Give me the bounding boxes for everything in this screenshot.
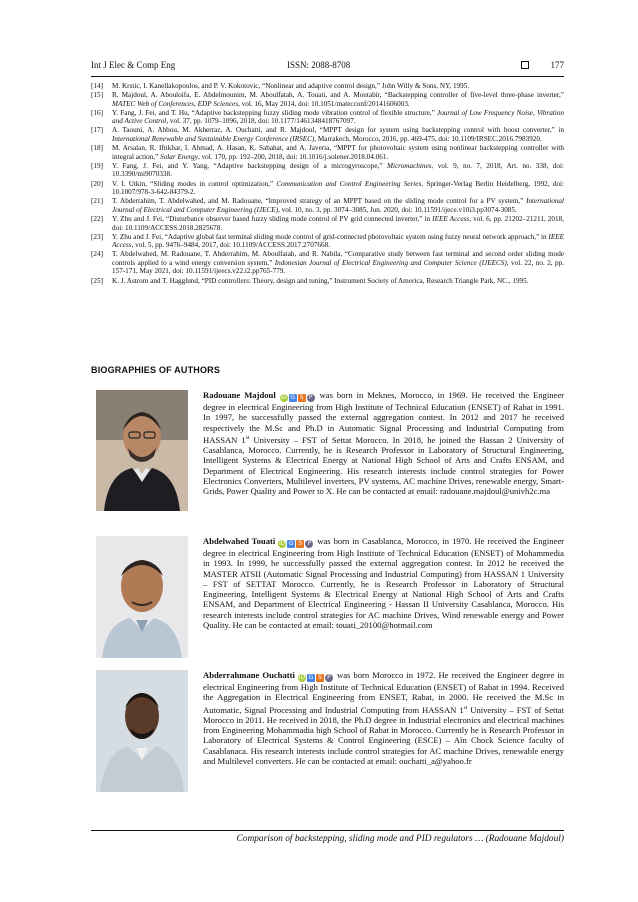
header-rule [91,76,564,77]
google-scholar-icon[interactable]: G [308,674,314,681]
reference-list [91,82,564,286]
google-scholar-icon[interactable]: G [288,540,294,547]
journal-name: Int J Elec & Comp Eng [91,60,176,70]
reference-item: [19] Y. Fang, J. Fei, and Y. Yang, “Adaptive backstepping design of a microgyroscope,” Micromachines, vol. 9, no. 7, 2018, Art. no. 338, doi: 10.3390/mi9070338. [91,161,564,179]
checkbox-square-icon [521,61,529,69]
bio-text: Abdelwahed Touati iD G S P was born in Casablanca, Morocco, in 1970. He received the Engineer degree in electrical Engineering from High Institute of Technical Education (ENSET) of Mohammedia in 1993. In 1999, he successfully passed the external aggregation contest. In 2012 he received the MASTER ATSII (Automatic Signal Processing and Industrial Computing) from HASSAN 1 University – FST of SETTAT Morocco. Currently, he is Research Professor in Laboratory of Structural Engineering, Intelligent Systems & Electrical Energy at National High School of Arts and Crafts ENSAM, and Department of Electrical Engineering - Hassan II University Casablanca, Morocco. His research interests include control strategies for AC machine Drives, Wind renewable energy and Power Quality. He can be contacted at email: touati_20100@hotmail.com [203,536,565,631]
reference-item: [23] Y. Zhu and J. Fei, “Adaptive global fast terminal sliding mode control of grid-connected photovoltaic system using fuzzy neural network approach,” in IEEE Access, vol. 5, pp. 9476–9484, 2017, doi: 10.1109/ACCESS.2017.2707668. [91,232,564,250]
publons-icon[interactable]: P [307,394,315,402]
reference-item: [15] R. Majdoul, A. Abouloifa, E. Abdelmounim, M. Aboulfatah, A. Touati, and A. Moutabir, “Backstepping controller of five-level three-phase inverter,” MATEC Web of Conferences, EDP Sciences, vol. 16, May 2014, doi: 10.1051/matecconf/20141606003. [91,91,564,108]
reference-item: [16] Y. Fang, J. Fei, and T. Hu, “Adaptive backstepping fuzzy sliding mode vibration control of flexible structure,” Journal of Low Frequency Noise, Vibration and Active Control, vol. 37, pp. 1079–1096, 2018, doi: 10.1177/1461348418767097. [91,108,564,126]
page-number: 177 [550,60,564,70]
author-bio [91,536,564,660]
reference-item: [22] Y. Zhu and J. Fei, “Disturbance observer based fuzzy sliding mode control of PV grid connected inverter,” in IEEE Access, vol. 6, pp. 21202–21211, 2018, doi: 10.1109/ACCESS.2018.2825678. [91,214,564,232]
bio-text: Radouane Majdoul iD G S P was born in Meknes, Morocco, in 1969. He received the Engineer degree in electrical Engineering from High Institute of Technical Education (ENSET) of Rabat in 1991. In 1997, he successfully passed the external aggregation contest. In 2012 and 2017 he received respectively the M.Sc and Ph.D in Automatic Signal Processing and Industrial Computing from HASSAN 1st University – FST of Settat Morocco. In 2018, he joined the Hassan 2 University of Casablanca, Morocco. Currently, he is Research Professor in Laboratory of Structural Engineering, Intelligent Systems & Electrical Energy at National High School of Arts and Crafts ENSAM, and Department of Electrical Engineering. His research interests include control strategies for Power Electronics Converters, Multilevel inverters, PV systems, AC machine Drives, renewable energy, Smart-Grids, Power Quality and Power to X. He can be contacted at email: radouane.majdoul@univh2c.ma [203,390,564,497]
page-header [91,60,564,76]
author-name: Abdelwahed Touati [203,536,276,546]
author-bio [91,670,564,794]
reference-item: [18] M. Arsalan, R. Iftikhar, I. Ahmad, A. Hasan, K. Sabahat, and A. Javeria, “MPPT for photovoltaic system using nonlinear backstepping controller with integral action,” Solar Energy, vol. 170, pp. 192–200, 2018, doi: 10.1016/j.solener.2018.04.061. [91,144,564,161]
reference-item: [14] M. Krstic, I. Kanellakopoulos, and P. V. Kokotovic, “Nonlinear and adaptive control design,” John Willy & Sons, NY, 1995. [91,82,470,90]
google-scholar-icon[interactable]: G [290,394,295,401]
reference-item: [20] V. I. Utkin, “Sliding modes in control optimization,” Communication and Control Engineering Series, Springer-Verlag Berlin Heidelberg, 1992, doi: 10.1007/978-3-642-84379-2. [91,179,564,197]
portrait-icon [96,670,188,792]
reference-item: [17] A. Taouni, A. Abbou, M. Akherraz, A. Ouchatti, and R. Majdoul, “MPPT design for system using backstepping control with boost converter,” in International Renewable and Sustainable Energy Conference (IRSEC), Marrakech, Morocco, 2016, pp. 469-475, doi: 10.1109/IRSEC.2016.7983920. [91,126,564,144]
scopus-icon[interactable]: S [316,674,324,682]
section-heading: BIOGRAPHIES OF AUTHORS [91,365,221,375]
author-photo [96,390,188,511]
orcid-icon[interactable]: iD [280,394,287,401]
footer-rule [91,830,564,831]
reference-item: [25] K. J. Astrom and T. Hagglund, “PID controllers: Theory, design and tuning,” Instrument Society of America, Research Triangle Park, NC., 1995. [91,276,529,285]
author-name: Abderrahmane Ouchatti [203,670,295,680]
author-photo [96,670,188,792]
issn: ISSN: 2088-8708 [287,60,351,70]
author-photo [96,536,188,658]
publons-icon[interactable]: P [305,540,313,548]
reference-item: [24] T. Abdelwahed, M. Radouane, T. Abderrahim, M. Aboulfatah, and R. Nabila, “Comparative study between fast terminal and second order sliding mode controls applied to a wind energy conversion system,” Indonesian Journal of Electrical Engineering and Computer Science (IJEECS), vol. 22, no. 2, pp. 157-171, May 2021, doi: 10.11591/ijeecs.v22.i2.pp765-779. [91,250,564,276]
running-footer: Comparison of backstepping, sliding mode and PID regulators … (Radouane Majdoul) [236,834,564,844]
reference-item: [21] T. Abderrahim, T. Abdelwahed, and M. Radouane, “Improved strategy of an MPPT based on the sliding mode control for a PV system,” International Journal of Electrical and Computer Engineering (IJECE), vol. 10, no. 3, pp. 3074–3085, Jun. 2020, doi: 10.11591/ijece.v10i3.pp3074-3085. [91,197,564,214]
orcid-icon[interactable]: iD [298,674,306,681]
author-name: Radouane Majdoul [203,390,276,400]
portrait-icon [96,390,188,511]
orcid-icon[interactable]: iD [279,540,286,547]
scopus-icon[interactable]: S [298,394,306,402]
portrait-icon [96,536,188,658]
bio-text: Abderrahmane Ouchatti iD G S P was born Morocco in 1972. He received the Engineer degree in electrical Engineering from High Institute of Technical Education (ENSET) of Rabat in 1994. Received the Aggregation in Electrical Engineering from ENSET, Rabat, in 2000. He received the M.Sc in Automatic, Signal Processing and Industrial Computing from HASSAN 1st University – FST of Settat Morocco in 2011. He received in 2018, the Ph.D degree in Industrial electronics and electrical machines from Engineering Mohammadia high School of Rabat in Morocco. Currently he is Research Professor in Laboratory of Electrical Systems & Control Engineering (ESCE) – Aïn Chock Science faculty of Casablanaca. His research interests include control strategies for AC machine Drives, renewable energy and Multilevel converters. He can be contacted at email: ouchatti_a@yahoo.fr [203,670,565,766]
publons-icon[interactable]: P [325,674,333,682]
scopus-icon[interactable]: S [296,540,304,548]
author-bio [91,390,564,520]
